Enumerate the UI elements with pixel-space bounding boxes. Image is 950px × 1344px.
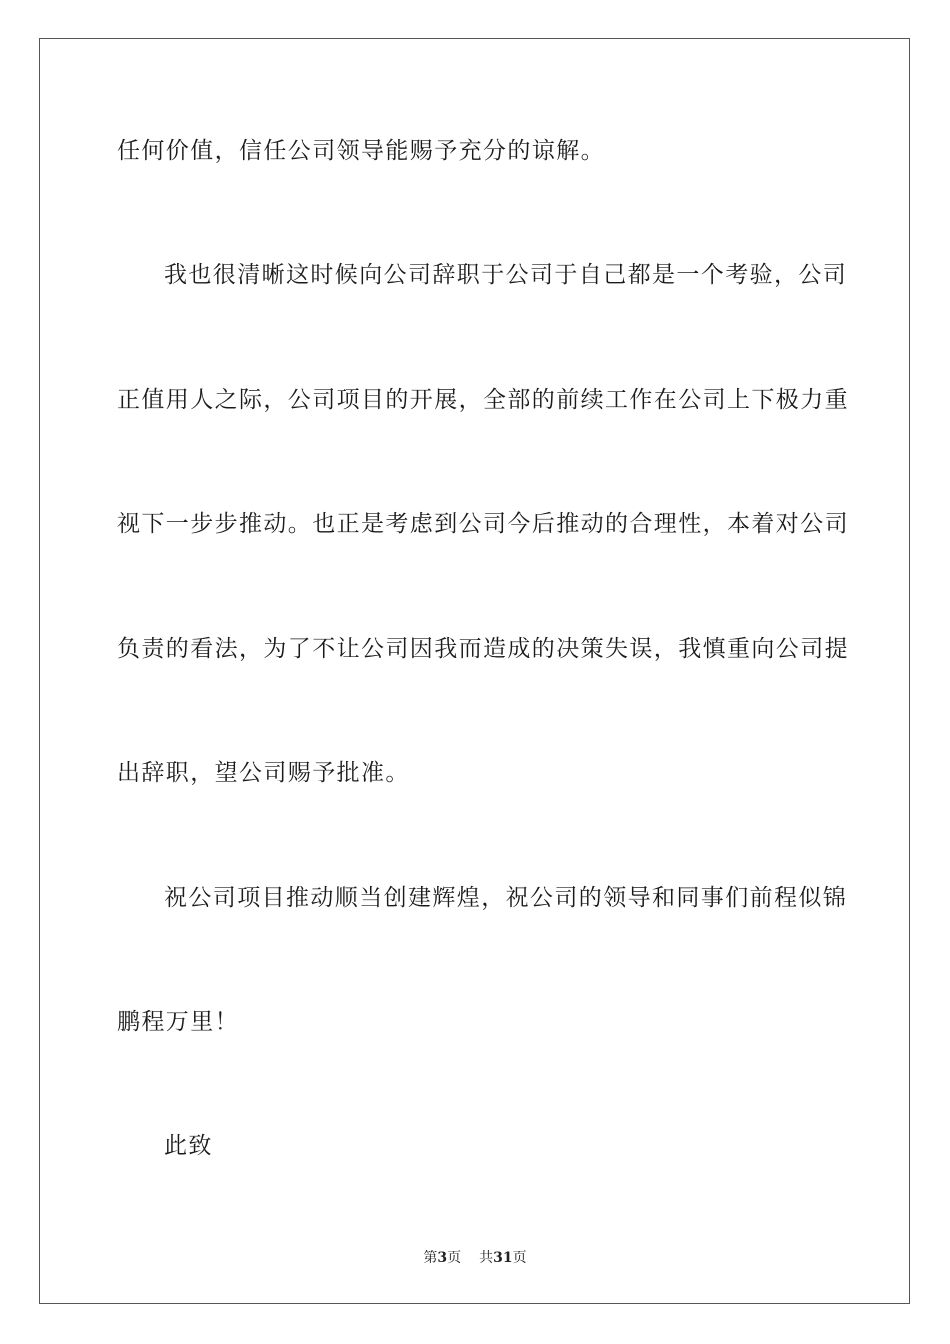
total-suffix: 页 bbox=[512, 1250, 527, 1266]
total-pages: 31 bbox=[493, 1250, 513, 1266]
body-line-6: 出辞职，望公司赐予批准。 bbox=[117, 760, 410, 786]
page-footer bbox=[0, 1247, 950, 1267]
total-prefix: 共 bbox=[479, 1250, 494, 1266]
page-number: 3 bbox=[437, 1250, 448, 1266]
body-line-4: 视下一步步推动。也正是考虑到公司今后推动的合理性，本着对公司 bbox=[117, 511, 849, 537]
body-line-1: 任何价值，信任公司领导能赐予充分的谅解。 bbox=[117, 138, 605, 164]
closing-salutation: 此致 bbox=[164, 1133, 213, 1159]
body-line-2: 我也很清晰这时候向公司辞职于公司于自己都是一个考验，公司 bbox=[164, 262, 848, 288]
body-line-8: 鹏程万里！ bbox=[117, 1009, 239, 1035]
body-line-3: 正值用人之际，公司项目的开展，全部的前续工作在公司上下极力重 bbox=[117, 387, 849, 413]
page-border bbox=[39, 38, 910, 1304]
page-suffix: 页 bbox=[447, 1250, 462, 1266]
body-line-7: 祝公司项目推动顺当创建辉煌，祝公司的领导和同事们前程似锦 bbox=[164, 885, 848, 911]
body-line-5: 负责的看法，为了不让公司因我而造成的决策失误，我慎重向公司提 bbox=[117, 636, 849, 662]
page-prefix: 第 bbox=[423, 1250, 438, 1266]
